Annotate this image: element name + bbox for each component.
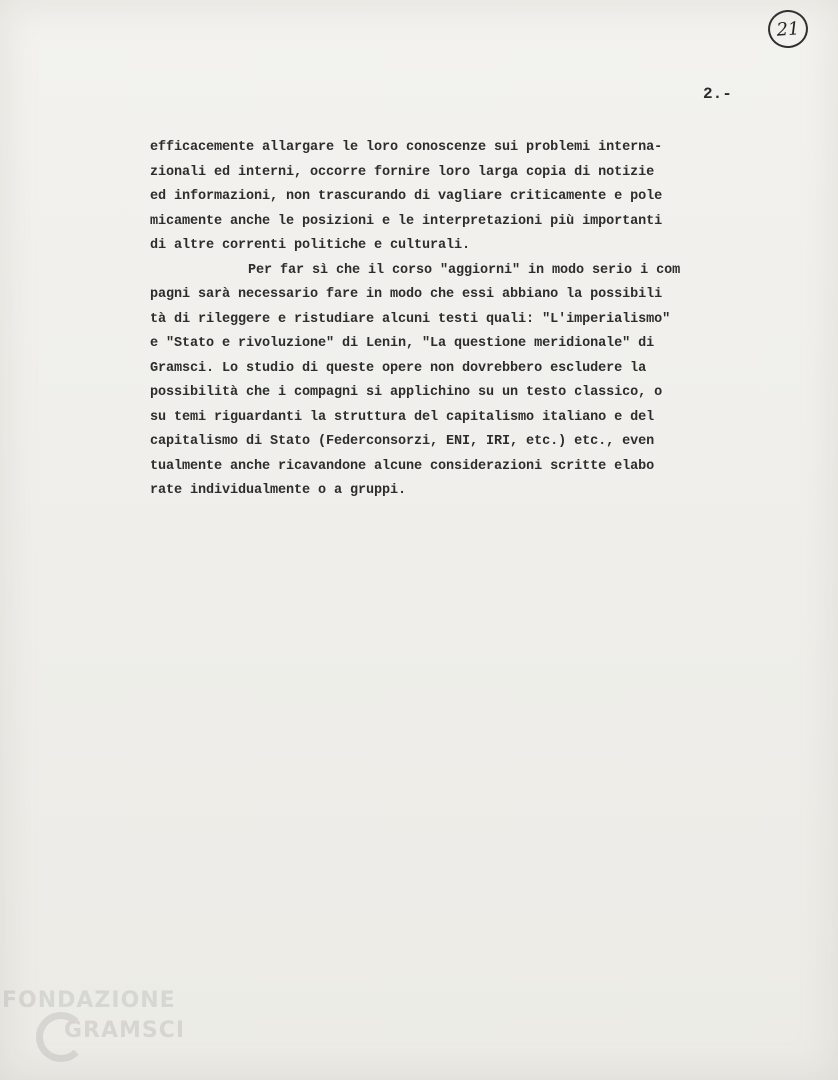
text-line: su temi riguardanti la struttura del capitalismo italiano e del: [150, 409, 655, 425]
text-line: tà di rileggere e ristudiare alcuni testi quali: "L'imperialismo": [150, 311, 671, 327]
page-number: 2.-: [703, 85, 732, 103]
text-line: rate individualmente o a gruppi.: [150, 483, 407, 498]
text-line: ed informazioni, non trascurando di vagliare criticamente e pole: [150, 189, 663, 204]
text-line: possibilità che i compagni si applichino su un testo classico, o: [150, 385, 663, 400]
text-line: di altre correnti politiche e culturali.: [150, 238, 471, 253]
text-line: tualmente anche ricavandone alcune considerazioni scritte elabo: [150, 458, 655, 474]
text-line: efficacemente allargare le loro conoscenze sui problemi interna-: [150, 140, 663, 155]
text-line: zionali ed interni, occorre fornire loro larga copia di notizie: [150, 164, 655, 180]
text-line: e "Stato e rivoluzione" di Lenin, "La questione meridionale" di: [150, 336, 655, 351]
watermark-line2: GRAMSCI: [64, 1018, 186, 1043]
watermark-line1: FONDAZIONE: [2, 988, 176, 1013]
text-line: micamente anche le posizioni e le interpretazioni più importanti: [150, 213, 663, 229]
archive-number: 21: [775, 17, 801, 41]
paragraph-first-line: Per far sì che il corso "aggiorni" in modo serio i com: [248, 262, 681, 278]
fondazione-gramsci-watermark: [2, 988, 202, 1068]
text-line: capitalismo di Stato (Federconsorzi, ENI, IRI, etc.) etc., even: [150, 434, 655, 449]
body-text: [150, 136, 790, 504]
archive-number-stamp: [767, 9, 810, 50]
text-line: pagni sarà necessario fare in modo che essi abbiano la possibili: [150, 287, 663, 302]
text-line: Gramsci. Lo studio di queste opere non dovrebbero escludere la: [150, 360, 647, 376]
